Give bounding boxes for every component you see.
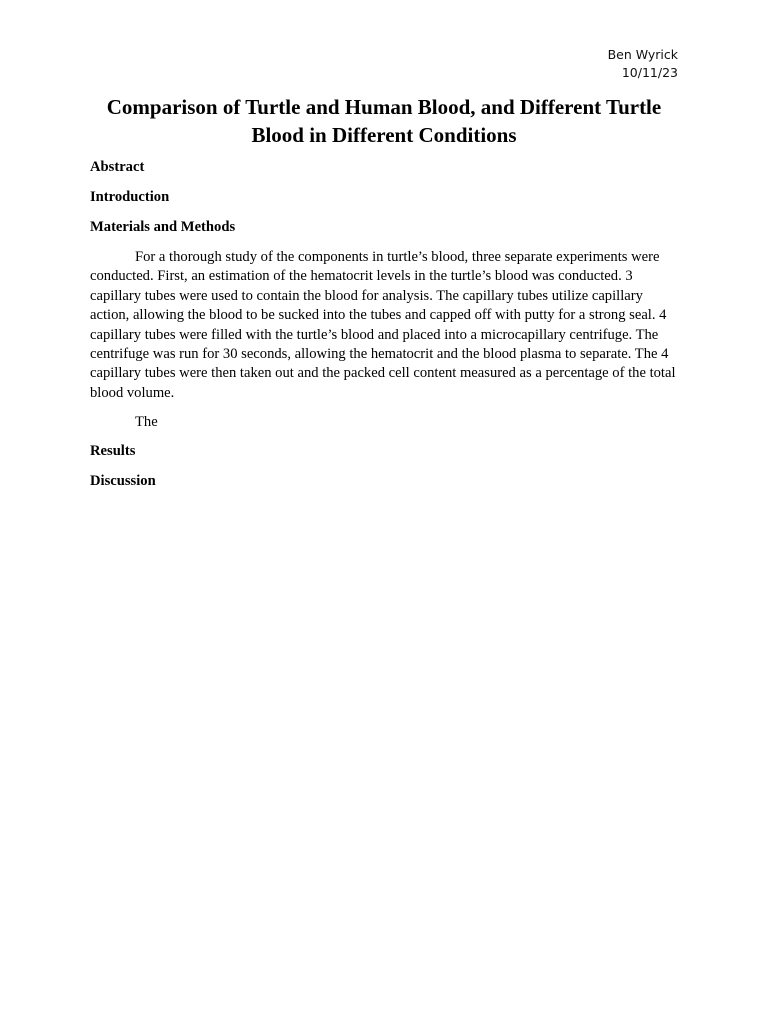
author-header [608, 46, 678, 82]
heading-discussion: Discussion [90, 472, 156, 489]
heading-results: Results [90, 442, 136, 459]
heading-introduction: Introduction [90, 189, 170, 205]
methods-paragraph-2: The [135, 413, 158, 430]
heading-abstract: Abstract [90, 159, 145, 175]
methods-paragraph-1: For a thorough study of the components in turtle’s blood, three separate experiments were conducted. First, an estimation of the hematocrit levels in the turtle’s blood was conducted. 3 capillary tubes were used to contain the blood for analysis. The capillary tubes utilize capillary action, allowing the blood to be sucked into the tubes and capped off with putty for a strong seal. 4 capillary tubes were filled with the turtle’s blood and placed into a microcapillary centrifuge. The centrifuge was run for 30 seconds, allowing the hematocrit and the blood plasma to separate. The 4 capillary tubes were then taken out and the packed cell content measured as a percentage of the total blood volume. [90, 249, 676, 401]
author-name: Ben Wyrick [607, 47, 678, 62]
document-date: 10/11/23 [621, 65, 678, 80]
document-title: Comparison of Turtle and Human Blood, and Different Turtle Blood in Different Conditions [106, 95, 662, 147]
heading-materials-methods: Materials and Methods [90, 219, 236, 235]
document-body [90, 158, 680, 502]
